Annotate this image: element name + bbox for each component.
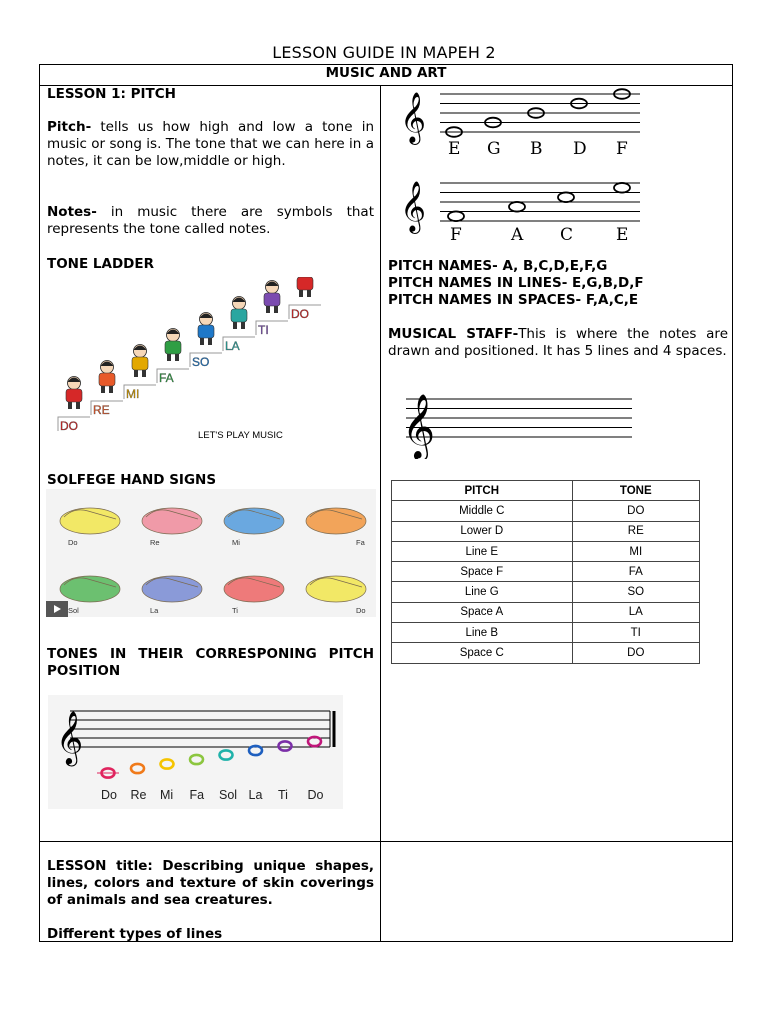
table-header-row [392,481,700,501]
pitch-names-lines: PITCH NAMES IN LINES- E,G,B,D,F [388,275,644,291]
hand-sign-label: Fa [356,538,365,547]
child-body [231,309,247,322]
table-row [392,623,700,643]
note-label: A [511,225,524,243]
staff-text: This is where the notes are drawn and positioned. It has 5 lines and 4 spaces. [388,326,728,359]
tone-ladder-image [50,277,340,445]
treble-clef-icon: 𝄞 [400,181,427,232]
ladder-step-label: DO [60,419,78,433]
hand-sign-label: La [150,606,159,615]
lesson2-title: LESSON title: Describing unique shapes, lines, colors and texture of skin coverings of animals and sea creatures. [47,858,374,908]
pitch-names-spaces: PITCH NAMES IN SPACES- F,A,C,E [388,292,639,308]
tone-cell: LA [572,602,699,622]
tone-cell: FA [572,562,699,582]
child-leg [241,322,245,329]
child-leg [134,370,138,377]
pitch-tone-table [391,480,700,664]
play-button-icon[interactable] [46,601,68,617]
whole-note [448,211,464,221]
section-header: MUSIC AND ART [40,65,732,86]
whole-note [558,192,574,202]
pitch-cell: Space F [392,562,573,582]
child-body [66,389,82,402]
hand-sign-label: Re [150,538,160,547]
ladder-step-label: MI [126,387,140,401]
child-leg [200,338,204,345]
notes-definition [47,204,374,238]
tones-staff-image [48,695,343,809]
pitch-cell: Space C [392,643,573,663]
ladder-step-label: FA [159,371,174,385]
pitch-term: Pitch- [47,119,92,135]
lesson-heading: LESSON 1: PITCH [47,86,176,102]
notes-text: in music there are symbols that represents the tone called notes. [47,204,374,237]
child-leg [274,306,278,313]
child-leg [101,386,105,393]
ladder-step-label: RE [93,403,110,417]
tone-label: Sol [219,788,238,802]
hand-sign-label: Do [68,538,78,547]
tone-cell: DO [572,643,699,663]
treble-clef-icon: 𝄞 [402,394,436,459]
tone-label: Mi [160,788,174,802]
child-leg [142,370,146,377]
musical-staff-definition [388,326,728,360]
table-row [392,582,700,602]
hand-sign-label: Sol [68,606,79,615]
child-leg [109,386,113,393]
notes-term: Notes- [47,204,97,220]
hand-signs-image [46,489,376,617]
tone-label: La [248,788,263,802]
pitch-cell: Lower D [392,521,573,541]
note-label: E [448,139,461,159]
ladder-step-label: SO [192,355,210,369]
table-row [392,501,700,521]
space-notes-staff [400,169,642,243]
table-row [392,602,700,622]
child-leg [307,290,311,297]
staff-term: MUSICAL STAFF- [388,326,519,342]
whole-note [509,202,525,212]
tone-label: Fa [189,788,205,802]
child-leg [299,290,303,297]
treble-clef-icon: 𝄞 [400,92,427,143]
child-leg [175,354,179,361]
child-leg [76,402,80,409]
line-notes-staff [400,85,642,159]
child-body [132,357,148,370]
hand-signs-heading: SOLFEGE HAND SIGNS [47,472,217,488]
tone-label: Do [307,788,324,802]
pitch-cell: Line G [392,582,573,602]
ladder-caption: LET'S PLAY MUSIC [198,430,283,441]
child-leg [68,402,72,409]
tone-cell: TI [572,623,699,643]
child-body [165,341,181,354]
pitch-cell: Line E [392,541,573,561]
lesson2-subtitle: Different types of lines [47,926,223,942]
pitch-column-header: PITCH [392,481,573,501]
tone-ladder-heading: TONE LADDER [47,256,154,272]
pitch-cell: Line B [392,623,573,643]
ladder-step-label: TI [258,323,269,337]
table-row [392,643,700,663]
child-body [297,277,313,290]
note-label: G [487,139,501,159]
whole-note [614,183,630,193]
pitch-text: tells us how high and low a tone in music or song is. The tone that we can here in a notes, it can be low,middle or high. [47,119,374,169]
document-title: LESSON GUIDE IN MAPEH 2 [272,43,496,62]
empty-staff-image [400,383,640,459]
note-label: F [616,139,628,159]
note-label: D [573,139,587,159]
child-leg [266,306,270,313]
child-leg [233,322,237,329]
tone-label: Re [130,788,147,802]
child-leg [167,354,171,361]
table-row [392,562,700,582]
child-body [99,373,115,386]
tone-cell: MI [572,541,699,561]
note-label: C [560,225,574,243]
pitch-cell: Space A [392,602,573,622]
tone-label: Do [101,788,117,802]
note-label: E [616,225,629,243]
lesson-table [39,64,733,942]
hand-sign-label: Ti [232,606,238,615]
ladder-step-label: LA [225,339,240,353]
table-row [392,521,700,541]
tone-cell: DO [572,501,699,521]
tone-cell: RE [572,521,699,541]
tones-heading: TONES IN THEIR CORRESPONING PITCH POSITION [47,646,374,679]
pitch-cell: Middle C [392,501,573,521]
treble-clef-icon: 𝄞 [56,710,84,764]
child-leg [208,338,212,345]
row-divider [40,841,732,842]
hand-sign-label: Mi [232,538,240,547]
pitch-definition [47,119,374,170]
column-divider [380,85,381,941]
table-row [392,541,700,561]
pitch-names: PITCH NAMES- A, B,C,D,E,F,G [388,258,608,274]
note-label: F [450,225,462,243]
ladder-step-label: DO [291,307,309,321]
tone-column-header: TONE [572,481,699,501]
note-label: B [530,139,543,159]
hand-sign-label: Do [356,606,366,615]
child-body [264,293,280,306]
tone-label: Ti [278,788,288,802]
child-body [198,325,214,338]
tone-cell: SO [572,582,699,602]
